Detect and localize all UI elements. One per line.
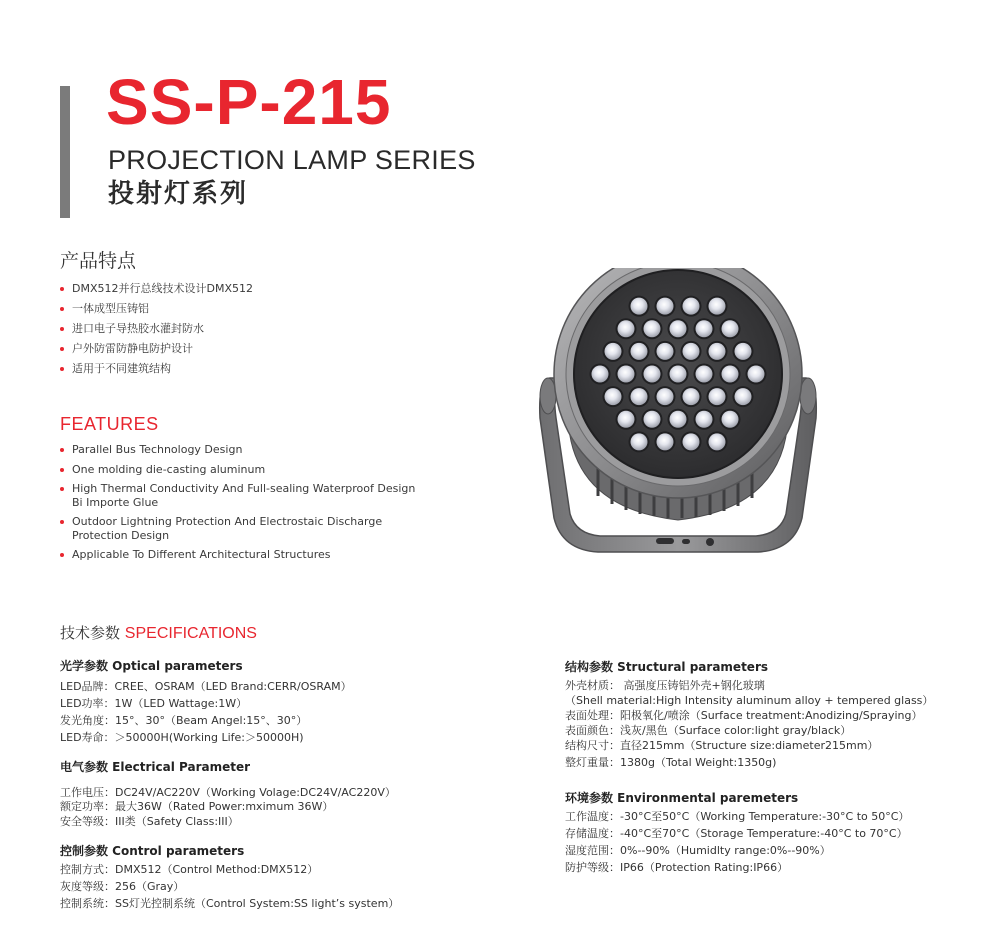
led-emitter: [631, 298, 648, 315]
features-en-heading: FEATURES: [60, 414, 159, 434]
structural-param-line: 外壳材质： 高强度压铸铝外壳+钢化玻璃: [565, 679, 765, 692]
led-emitter: [644, 320, 661, 337]
led-emitter: [709, 343, 726, 360]
led-emitter: [735, 343, 752, 360]
structural-param-line: 表面颜色：浅灰/黑色（Surface color:light gray/black）: [565, 724, 852, 737]
control-param-line: 控制系统：SS灯光控制系统（Control System:SS light’s system）: [60, 897, 400, 910]
led-emitter: [683, 298, 700, 315]
optical-param-line: LED寿命：＞50000H(Working Life:＞50000H): [60, 731, 304, 744]
led-emitter: [644, 411, 661, 428]
led-emitter: [722, 411, 739, 428]
structural-param-line: （Shell material:High Intensity aluminum alloy + tempered glass）: [565, 694, 934, 707]
feature-cn-item: DMX512并行总线技术设计DMX512: [60, 282, 360, 296]
led-emitter: [683, 433, 700, 450]
led-emitter: [618, 411, 635, 428]
series-title-en: PROJECTION LAMP SERIES: [108, 145, 476, 175]
led-emitter: [605, 343, 622, 360]
feature-cn-item: 户外防雷防静电防护设计: [60, 342, 360, 356]
environmental-param-line: 湿度范围：0%--90%（Humidlty range:0%--90%）: [565, 844, 831, 857]
led-emitter: [709, 298, 726, 315]
led-emitter: [722, 320, 739, 337]
led-emitter: [735, 388, 752, 405]
led-emitter: [631, 343, 648, 360]
structural-params-title: 结构参数 Structural parameters: [565, 660, 768, 674]
series-title-cn: 投射灯系列: [108, 179, 249, 209]
led-emitter: [605, 388, 622, 405]
led-emitter: [696, 366, 713, 383]
led-emitter: [683, 388, 700, 405]
electrical-param-line: 工作电压：DC24V/AC220V（Working Volage:DC24V/AC220V）: [60, 786, 396, 799]
structural-param-line: 整灯重量：1380g（Total Weight:1350g): [565, 756, 777, 769]
specifications-heading: [60, 626, 257, 642]
led-emitter: [657, 298, 674, 315]
environmental-param-line: 防护等级：IP66（Protection Rating:IP66）: [565, 861, 789, 874]
projection-lamp-image: [528, 268, 828, 580]
control-param-line: 灰度等级：256（Gray）: [60, 880, 185, 893]
led-emitter: [644, 366, 661, 383]
feature-en-item: One molding die-casting aluminum: [60, 463, 420, 477]
optical-param-line: LED品牌：CREE、OSRAM（LED Brand:CERR/OSRAM）: [60, 680, 352, 693]
feature-en-item: Outdoor Lightning Protection And Electrostaic Discharge Protection Design: [60, 515, 420, 542]
led-emitter: [657, 433, 674, 450]
led-emitter: [670, 320, 687, 337]
features-cn-list: [60, 282, 360, 382]
led-emitter: [618, 320, 635, 337]
optical-param-line: LED功率：1W（LED Wattage:1W）: [60, 697, 248, 710]
feature-en-item: High Thermal Conductivity And Full-sealing Waterproof Design Bi Importe Glue: [60, 482, 420, 509]
accent-bar: [60, 86, 70, 218]
led-emitter: [592, 366, 609, 383]
control-param-line: 控制方式：DMX512（Control Method:DMX512）: [60, 863, 319, 876]
specifications-heading-en: SPECIFICATIONS: [124, 625, 257, 642]
led-emitter: [670, 411, 687, 428]
features-en-list: [60, 443, 420, 568]
led-emitter: [709, 433, 726, 450]
led-emitter: [683, 343, 700, 360]
model-number-title: SS-P-215: [106, 66, 392, 138]
environmental-param-line: 工作温度：-30°C至50°C（Working Temperature:-30°C to 50°C）: [565, 810, 910, 823]
electrical-params-title: 电气参数 Electrical Parameter: [60, 760, 251, 774]
feature-cn-item: 进口电子导热胶水灌封防水: [60, 322, 360, 336]
feature-en-item: Applicable To Different Architectural Structures: [60, 548, 420, 562]
led-emitter: [631, 388, 648, 405]
optical-params-title: 光学参数 Optical parameters: [60, 659, 243, 673]
specifications-heading-cn: 技术参数: [60, 624, 121, 642]
control-params-title: 控制参数 Control parameters: [60, 844, 245, 858]
environmental-param-line: 存储温度：-40°C至70°C（Storage Temperature:-40°C to 70°C）: [565, 827, 908, 840]
environmental-params-title: 环境参数 Environmental paremeters: [565, 791, 799, 805]
optical-param-line: 发光角度：15°、30°（Beam Angel:15°、30°）: [60, 714, 308, 727]
led-emitter: [670, 366, 687, 383]
electrical-param-line: 额定功率：最大36W（Rated Power:mximum 36W）: [60, 800, 334, 813]
feature-cn-item: 适用于不同建筑结构: [60, 362, 360, 376]
led-emitter: [631, 433, 648, 450]
structural-param-line: 结构尺寸：直径215mm（Structure size:diameter215mm）: [565, 739, 879, 752]
led-emitter: [748, 366, 765, 383]
structural-param-line: 表面处理：阳极氧化/喷涂（Surface treatment:Anodizing/Spraying）: [565, 709, 923, 722]
led-emitter: [657, 343, 674, 360]
electrical-param-line: 安全等级：III类（Safety Class:III）: [60, 815, 239, 828]
led-emitter: [618, 366, 635, 383]
feature-en-item: Parallel Bus Technology Design: [60, 443, 420, 457]
features-cn-heading: 产品特点: [60, 250, 137, 272]
led-emitter: [696, 320, 713, 337]
led-emitter: [657, 388, 674, 405]
led-emitter: [722, 366, 739, 383]
led-emitter: [709, 388, 726, 405]
feature-cn-item: 一体成型压铸铝: [60, 302, 360, 316]
led-emitter: [696, 411, 713, 428]
